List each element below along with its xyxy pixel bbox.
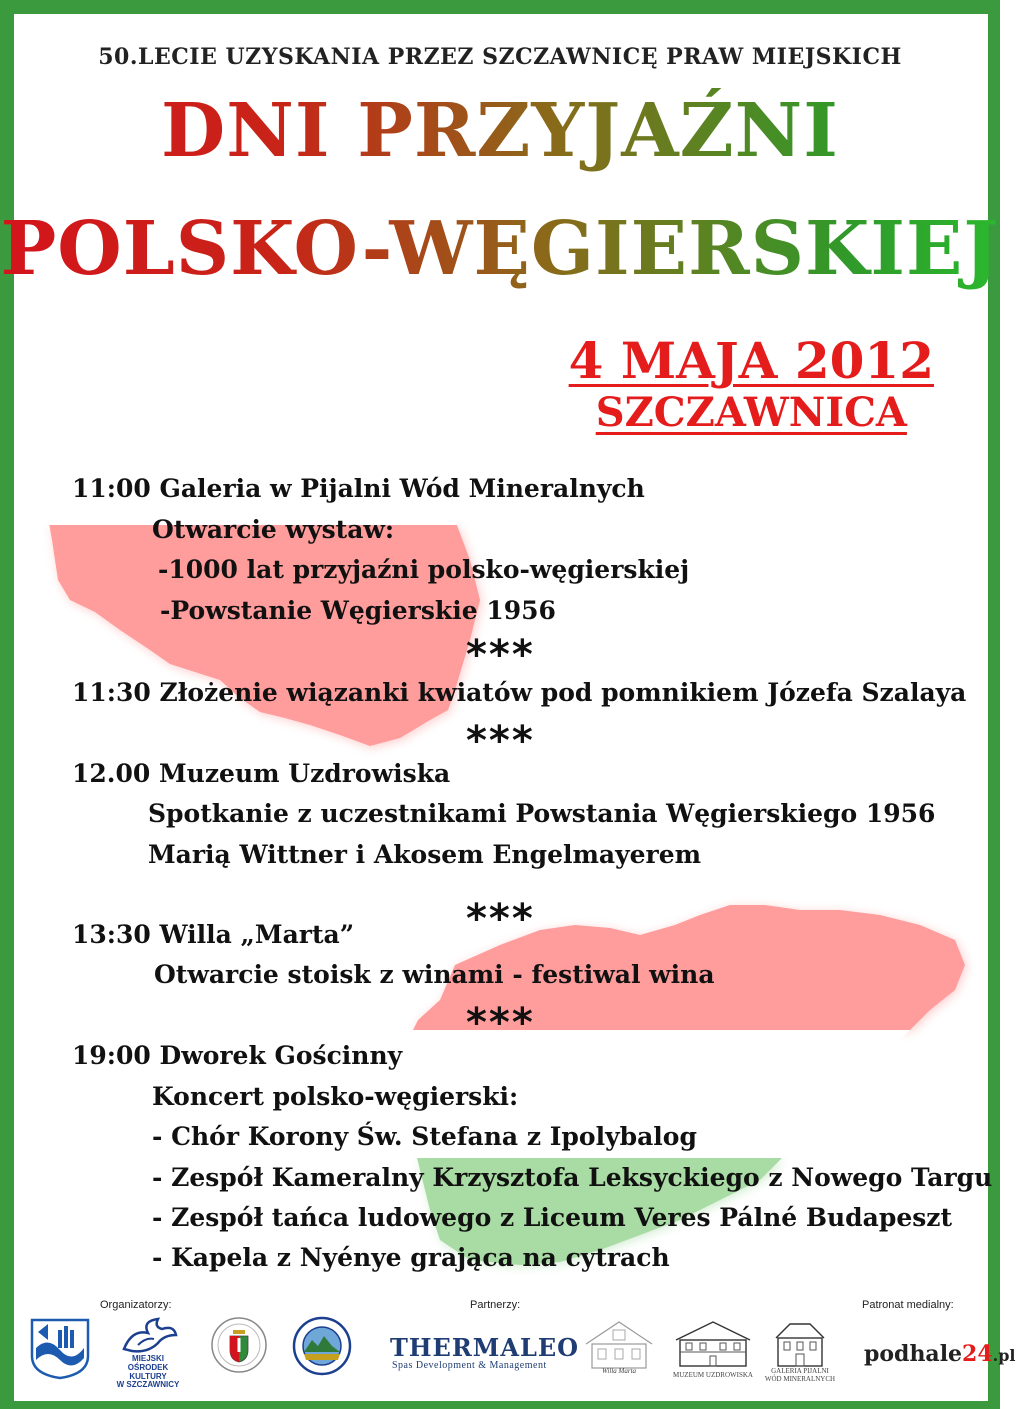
podhale-domain: .pl bbox=[992, 1346, 1016, 1365]
separator-stars: *** bbox=[466, 896, 535, 942]
organizers-label: Organizatorzy: bbox=[100, 1299, 172, 1311]
program-time-1100: 11:00 Galeria w Pijalni Wód Mineralnych bbox=[72, 474, 645, 503]
galeria-caption bbox=[762, 1368, 838, 1383]
mok-bird-icon bbox=[118, 1315, 178, 1355]
partners-label: Partnerzy: bbox=[470, 1299, 521, 1311]
program-detail: Koncert polsko-węgierski: bbox=[152, 1082, 519, 1111]
program-detail: Otwarcie stoisk z winami - festiwal wina bbox=[154, 960, 715, 989]
galeria-caption-line: WÓD MINERALNYCH bbox=[764, 1374, 836, 1383]
willa-marta-caption: Willa Marta bbox=[601, 1367, 637, 1375]
thermaleo-tagline: Spas Development & Management bbox=[392, 1360, 547, 1371]
galeria-caption-line: GALERIA PIJALNI bbox=[771, 1367, 829, 1375]
program-time-1330: 13:30 Willa „Marta” bbox=[72, 920, 355, 949]
hungarian-crest-seal-icon bbox=[210, 1316, 268, 1374]
separator-stars: *** bbox=[466, 718, 535, 764]
program-time-1900: 19:00 Dworek Gościnny bbox=[72, 1041, 403, 1070]
program-detail: -1000 lat przyjaźni polsko-węgierskiej bbox=[158, 555, 690, 584]
mok-name-line: OŚRODEK KULTURY bbox=[127, 1362, 169, 1381]
podhale-number: 24 bbox=[962, 1341, 993, 1367]
muzeum-caption: MUZEUM UZDROWISKA bbox=[673, 1371, 753, 1379]
program-detail: Otwarcie wystaw: bbox=[152, 515, 395, 544]
program-detail: - Zespół Kameralny Krzysztofa Leksyckiego z Nowego Targu bbox=[152, 1163, 993, 1192]
program-detail: - Kapela z Nyénye grająca na cytrach bbox=[152, 1243, 670, 1272]
event-title-line1: DNI PRZYJAŹNI bbox=[0, 88, 1000, 174]
program-detail: - Zespół tańca ludowego z Liceum Veres Pálné Budapeszt bbox=[152, 1203, 953, 1232]
program-detail: -Powstanie Węgierskie 1956 bbox=[160, 596, 556, 625]
program-detail: Spotkanie z uczestnikami Powstania Węgierskiego 1956 bbox=[148, 799, 936, 828]
program-detail: Marią Wittner i Akosem Engelmayerem bbox=[148, 840, 702, 869]
regional-society-seal-icon bbox=[292, 1316, 352, 1376]
thermaleo-logo: THERMALEO bbox=[390, 1333, 580, 1362]
muzeum-building-icon bbox=[672, 1318, 754, 1370]
event-place: SZCZAWNICA bbox=[595, 388, 907, 436]
anniversary-subtitle: 50.LECIE UZYSKANIA PRZEZ SZCZAWNICĘ PRAW MIEJSKICH bbox=[98, 44, 902, 70]
separator-stars: *** bbox=[466, 1000, 535, 1046]
event-date: 4 MAJA 2012 bbox=[568, 331, 934, 390]
date-place-block bbox=[569, 332, 934, 436]
szczawnica-coat-of-arms-icon bbox=[30, 1318, 90, 1380]
podhale-word: podhale bbox=[864, 1341, 963, 1367]
mok-name-line: MIEJSKI bbox=[131, 1354, 164, 1363]
program-time-1200: 12.00 Muzeum Uzdrowiska bbox=[72, 759, 451, 788]
mok-name bbox=[112, 1355, 184, 1390]
event-title-line2: POLSKO-WĘGIERSKIEJ bbox=[0, 206, 1000, 292]
mok-name-line: W SZCZAWNICY bbox=[116, 1380, 180, 1390]
podhale24-logo bbox=[864, 1341, 1016, 1367]
galeria-pijalni-building-icon bbox=[770, 1318, 830, 1368]
separator-stars: *** bbox=[466, 632, 535, 678]
program-detail: - Chór Korony Św. Stefana z Ipolybalog bbox=[152, 1122, 697, 1151]
program-time-1130: 11:30 Złożenie wiązanki kwiatów pod pomnikiem Józefa Szalaya bbox=[72, 678, 967, 707]
media-patron-label: Patronat medialny: bbox=[862, 1299, 954, 1311]
